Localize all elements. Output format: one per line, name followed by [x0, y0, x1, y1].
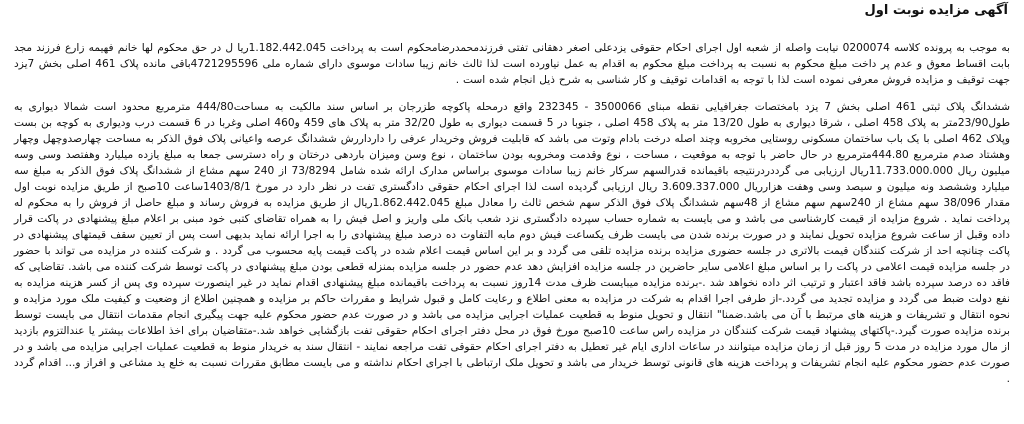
notice-paragraph-property-details: ششدانگ پلاک ثبتی 461 اصلی بخش 7 یزد بامختصات جغرافیایی نقطه مبنای 3500066 - 232345 واقع درمحله پاکوچه طزرجان بر اساس سند مالکیت به مساحت444/80 مترمربع محدود است شمالا دیواری به طول23/90متر به پلاک 458 اصلی ، شرقا دیواری به طول 13/20 متر به پلاک 458 اصلی ، جنوبا در 5 قسمت دیواری به طول 32/20 متر به پلاک های 459 و460 اصلی وغربا در 6 قسمت درب ودیواری به کوچه بن بست وپلاک 462 اصلی با یک باب ساختمان مسکونی روستایی مخروبه وچند اصله درخت بادام وتوت می باشد که قابلیت فروش وخریدار عرفی را دارداررش ششدانگ عرصه واعیانی پلاک فوق الذکر به مساحت چهارصدوچهل وچهار وهشتاد صدم مترمربع 444.80مترمربع در حال حاضر با توجه به موقعیت ، مساحت ، نوع وقدمت ومخروبه بودن ساختمان ، نوع وسن ومیزان باردهی درختان و راه دسترسی جمعا به مبلغ یازده میلیارد وهفتصد وسی وسه میلیون ریال 11.733.000.000ریال ارزیابی می گرددردرنتیجه باقیمانده قدرالسهم سرکار خانم زیبا سادات موسوی براساس مدارک ارائه شده شامل 73/8294 از 240 سهم مشاع از ششدانگ پلاک فوق الذکر به مبلغ سه میلیارد وششصد ونه میلیون و سیصد وسی وهفت هزارریال 3.609.337.000 ریال ارزیابی گردیده است لذا اجرای احکام حقوقی دادگستری تفت در نظر دارد در مورخ 1403/8/1ساعت 10صبح از طریق مزایده نوبت اول مقدار 38/096 سهم مشاع از 240سهم سهم مشاع از 48سهم ششدانگ پلاک فوق الذکر سهم شخص ثالث را معادل مبلغ 1.862.442.045ریال از طریق مزایده به فروش رساند و مبلغ حاصل از فروش را به محکوم له پرداخت نماید . شروع مزایده از قیمت کارشناسی می باشد و می بایست به شماره حساب سپرده دادگستری نزد شعب بانک ملی واریز و اصل فیش را به همراه تقاضای کتبی خود مبنی بر اعلام مبلغ پیشنهادی در پاکت قرار داده وقبل از ساعت شروع مزایده تحویل نمایند و در صورت برنده شدن می بایست ظرف یکساعت فیش دوم مابه التفاوت ده درصد مبلغ پیشنهادی را به اجرا ارائه نماید بدیهی است پس از تعیین سقف قیمتهای پیشنهادی در پاکت چنانچه احد از شرکت کنندگان قیمت بالاتری در جلسه حضوری مزایده برنده مزایده تلقی می گردد و بر این اساس قیمت اعلام شده در پاکت قیمت پایه محسوب می گردد . و شرکت کننده در مزایده می تواند با حضور در جلسه مزایده قیمت اعلامی در پاکت را بر اساس مبلغ اعلامی سایر حاضرین در جلسه مزایده افزایش دهد عدم حضور در جلسه مزایده بمنزله قطعی بودن مبلغ پیشنهادی در پاکت توسط شرکت کننده می باشد. تقاضایی که فاقد ده درصد سپرده باشد فاقد اعتبار و ترتیب اثر داده نخواهد شد .-برنده مزایده میبایست ظرف مدت 14روز نسبت به پرداخت باقیمانده مبلغ پیشنهادی اقدام نماید در غیر اینصورت سپرده وی پس از کسر هزینه مزایده به نفع دولت ضبط می گردد و مزایده تجدید می گردد.-از طرفی اجرا اقدام به شرکت در مزایده به معنی اطلاع و رعایت کامل و قبول شرایط و مقررات حاکم بر مزایده و همچنین اطلاع از وضعیت و کیفیت ملک مورد مزایده و نحوه انتقال و تشریفات و هزینه های مرتبط با آن می باشد.ضمنا" انتقال و تحویل منوط به قطعیت عملیات اجرایی مزایده می باشد و در صورت عدم حضور محکوم علیه جهت پیگیری انجام مقدمات انتقال می بایست توسط برنده مزایده صورت گیرد.-پاکتهای پیشنهاد قیمت شرکت کنندگان در مزایده راس ساعت 10صبح مورخ فوق در محل دفتر اجرای احکام حقوقی تفت بازگشایی خواهد شد.-متقاضیان برای اخذ اطلاعات بیشتر یا عندالتزوم بازدید از مال مورد مزایده در مدت 5 روز قبل از زمان مزایده میتوانند در ساعات اداری ایام غیر تعطیل به دفتر اجرای احکام حقوقی تفت مراجعه نمایند - انتقال سند به خریدار منوط به قطعیت عملیات اجرایی مزایده می باشد و در صورت عدم حضور محکوم علیه انجام تشریفات و پرداخت هزینه های قانونی توسط خریدار می باشد و تحویل ملک ارتباطی با اجرای احکام نداشته و می بایست مطابق مقررات نسبت به خلع ید مشاعی و افراز و... اقدام گردد . — [14, 101, 1011, 385]
notice-paragraph-case: به موجب به پرونده کلاسه 0200074 نیابت واصله از شعبه اول اجرای احکام حقوقی یزدعلی اصغر دهقانی تفتی فرزندمحمدرضامحکوم است به پرداخت 1.182.442.045ریا ل در حق محکوم لها خانم فهیمه زارع فرزند مجد بابت اقساط معوق و عدم پر داخت مبلغ محکوم به نسبت به پرداخت مبلغ محکوم به اقدام به عمل نیاورده است لذا ثالث خانم زیبا سادات موسوی دارای شماره ملی 4721295596باقی مانده پلاک 461 اصلی بخش 7یزد جهت توقیف و مزایده فروش معرفی نموده است لذا با توجه به اقدامات توقیف و کار شناسی به شرح ذیل انجام شده است . — [14, 42, 1011, 86]
notice-title: آگهی مزایده نوبت اول — [864, 3, 1008, 18]
